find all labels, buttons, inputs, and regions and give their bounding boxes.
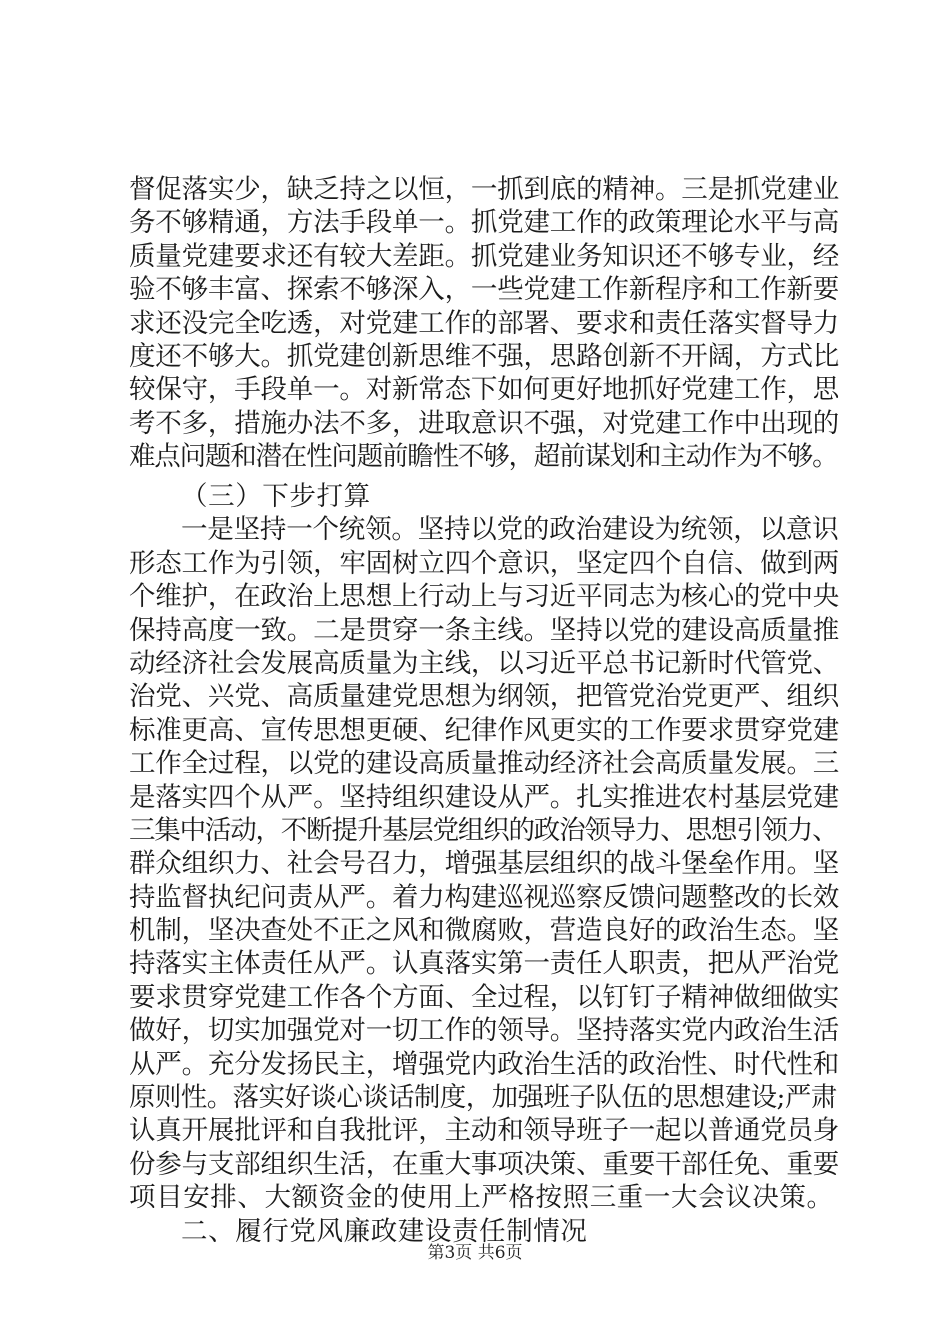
text-line: 务不够精通，方法手段单一。抓党建工作的政策理论水平与高 [129,207,840,239]
text-line: 督促落实少，缺乏持之以恒，一抓到底的精神。三是抓党建业 [129,174,840,205]
text-line: 原则性。落实好谈心谈话制度，加强班子队伍的思想建设;严肃 [129,1082,837,1114]
text-line: 份参与支部组织生活，在重大事项决策、重要干部任免、重要 [129,1148,840,1180]
text-line: 做好，切实加强党对一切工作的领导。坚持落实党内政治生活 [129,1015,840,1047]
text-line: 验不够丰富、探索不够深入，一些党建工作新程序和工作新要 [129,274,840,306]
text-line: 个维护，在政治上思想上行动上与习近平同志为核心的党中央 [129,581,840,613]
text-line: 考不多，措施办法不多，进取意识不强，对党建工作中出现的 [129,407,840,439]
text-line: 是落实四个从严。坚持组织建设从严。扎实推进农村基层党建 [129,781,840,813]
text-line: 保持高度一致。二是贯穿一条主线。坚持以党的建设高质量推 [129,614,840,646]
text-line: 持落实主体责任从严。认真落实第一责任人职责，把从严治党 [129,948,840,980]
text-line: 形态工作为引领，牢固树立四个意识，坚定四个自信、做到两 [129,547,840,579]
page-number: 第3页 共6页 [427,1243,523,1263]
text-line: 标准更高、宣传思想更硬、纪律作风更实的工作要求贯穿党建 [129,714,840,746]
text-line: 工作全过程，以党的建设高质量推动经济社会高质量发展。三 [129,748,840,780]
text-line: 难点问题和潜在性问题前瞻性不够，超前谋划和主动作为不够。 [129,441,838,473]
text-line: 群众组织力、社会号召力，增强基层组织的战斗堡垒作用。坚 [129,848,840,880]
next-steps-section [129,480,839,1248]
page-footer [0,1242,950,1264]
text-line: 从严。充分发扬民主，增强党内政治生活的政治性、时代性和 [129,1048,840,1080]
text-line: 持监督执纪问责从严。着力构建巡视巡察反馈问题整改的长效 [129,881,840,913]
text-line: 治党、兴党、高质量建党思想为纲领，把管党治党更严、组织 [129,681,840,713]
section-heading: （三）下步打算 [181,481,371,512]
text-line: 质量党建要求还有较大差距。抓党建业务知识还不够专业，经 [129,240,840,272]
text-line: 度还不够大。抓党建创新思维不强，思路创新不开阔，方式比 [129,340,840,372]
paragraph-continued [129,173,839,474]
text-line: 动经济社会发展高质量为主线，以习近平总书记新时代管党、 [129,647,840,679]
text-line: 求还没完全吃透，对党建工作的部署、要求和责任落实督导力 [129,307,840,339]
text-line: 一是坚持一个统领。坚持以党的政治建设为统领，以意识 [181,514,839,546]
text-line: 机制，坚决查处不正之风和微腐败，营造良好的政治生态。坚 [129,915,840,947]
next-section-heading: 二、履行党风廉政建设责任制情况 [181,1215,588,1247]
text-line: 要求贯穿党建工作各个方面、全过程，以钉钉子精神做细做实 [129,981,840,1013]
text-line: 项目安排、大额资金的使用上严格按照三重一大会议决策。 [129,1182,834,1214]
text-line: 认真开展批评和自我批评，主动和领导班子一起以普通党员身 [129,1115,840,1147]
text-line: 三集中活动，不断提升基层党组织的政治领导力、思想引领力、 [129,814,838,846]
text-line: 较保守，手段单一。对新常态下如何更好地抓好党建工作，思 [129,374,840,406]
